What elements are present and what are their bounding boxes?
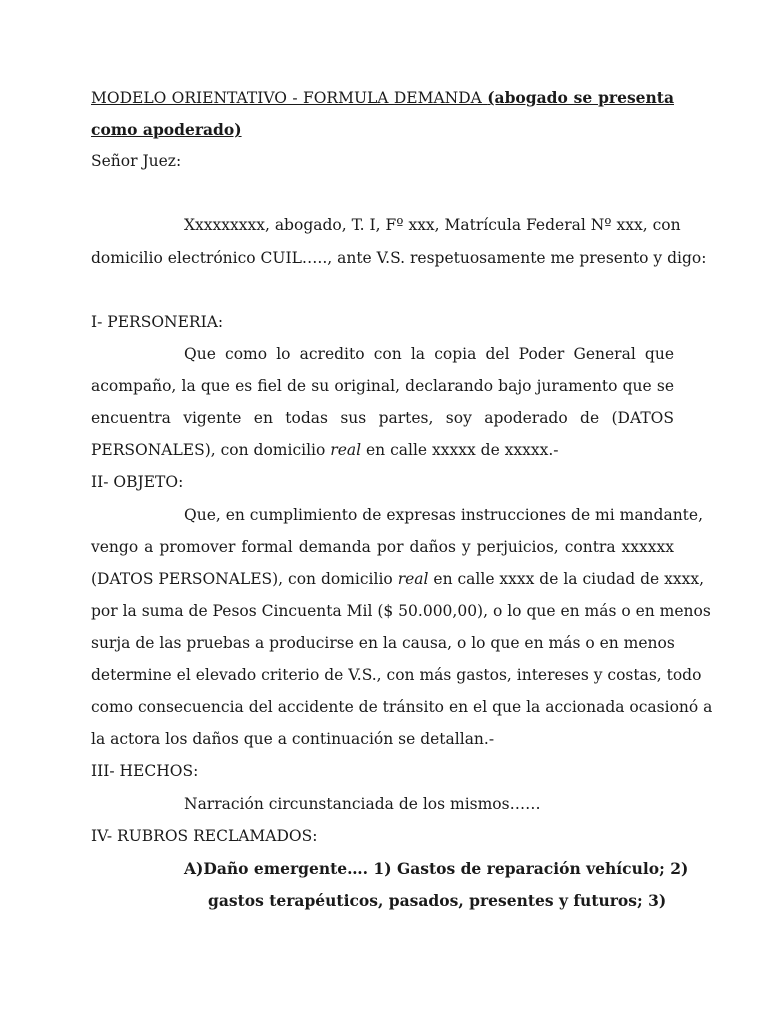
personeria-line-1: Que como lo acredito con la copia del Poder General que — [184, 345, 674, 363]
objeto-line-7: como consecuencia del accidente de tránsito en el que la accionada ocasionó a — [91, 698, 713, 716]
personeria-line-4-text: PERSONALES), con domicilio — [91, 441, 331, 459]
document-title-line-1 — [91, 88, 674, 107]
title-text: MODELO ORIENTATIVO - FORMULA DEMANDA — [91, 89, 488, 107]
rubros-item-a-line-1: Daño emergente…. 1) Gastos de reparación vehículo; 2) — [203, 859, 689, 878]
objeto-line-3 — [91, 570, 705, 588]
personeria-line-4 — [91, 441, 559, 459]
personeria-line-4-end: en calle xxxxx de xxxxx.- — [361, 441, 559, 459]
rubros-item-a-line-2: gastos terapéuticos, pasados, presentes y futuros; 3) — [208, 891, 667, 910]
personeria-line-3: encuentra vigente en todas sus partes, soy apoderado de (DATOS — [91, 409, 674, 427]
objeto-line-5: surja de las pruebas a producirse en la causa, o lo que en más o en menos — [91, 634, 675, 652]
objeto-line-3-text: (DATOS PERSONALES), con domicilio — [91, 570, 398, 588]
intro-line-1: Xxxxxxxxx, abogado, T. I, Fº xxx, Matrícula Federal Nº xxx, con — [184, 216, 681, 234]
section-heading-rubros: IV- RUBROS RECLAMADOS: — [91, 827, 318, 845]
section-heading-personeria: I- PERSONERIA: — [91, 313, 224, 331]
salutation: Señor Juez: — [91, 152, 182, 170]
objeto-line-8: la actora los daños que a continuación se detallan.- — [91, 730, 495, 748]
objeto-line-3-end: en calle xxxx de la ciudad de xxxx, — [428, 570, 705, 588]
section-heading-objeto: II- OBJETO: — [91, 473, 184, 491]
objeto-real-italic: real — [397, 570, 429, 588]
title-parenthetical: (abogado se presenta — [487, 88, 675, 107]
personeria-line-2: acompaño, la que es fiel de su original, declarando bajo juramento que se — [91, 377, 674, 395]
objeto-line-1: Que, en cumplimiento de expresas instrucciones de mi mandante, — [184, 506, 704, 524]
objeto-line-2: vengo a promover formal demanda por daños y perjuicios, contra xxxxxx — [91, 538, 674, 556]
personeria-real-italic: real — [330, 441, 362, 459]
rubros-item-a — [184, 859, 689, 878]
list-marker: A) — [184, 859, 204, 878]
hechos-line-1: Narración circunstanciada de los mismos…… — [184, 795, 541, 813]
section-heading-hechos: III- HECHOS: — [91, 762, 199, 780]
objeto-line-6: determine el elevado criterio de V.S., con más gastos, intereses y costas, todo — [91, 666, 702, 684]
intro-line-2: domicilio electrónico CUIL….., ante V.S. respetuosamente me presento y digo: — [91, 249, 707, 267]
document-title-line-2: como apoderado) — [91, 120, 242, 139]
objeto-line-4: por la suma de Pesos Cincuenta Mil ($ 50.000,00), o lo que en más o en menos — [91, 602, 711, 620]
